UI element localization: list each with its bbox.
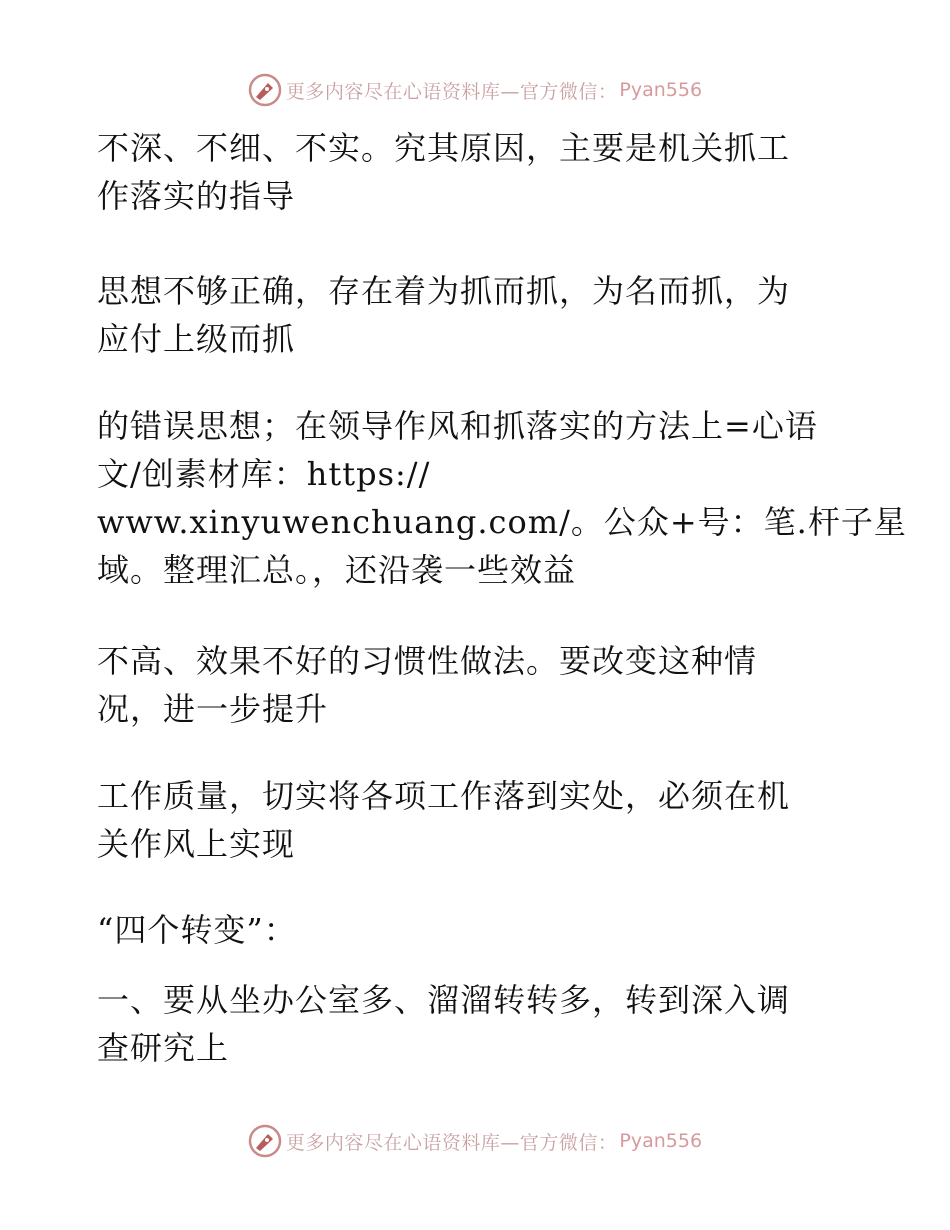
paragraph bbox=[97, 267, 790, 363]
text-line: 不深、不细、不实。究其原因，主要是机关抓工 bbox=[97, 129, 791, 167]
text-line: 一、要从坐办公室多、溜溜转转多，转到深入调 bbox=[97, 981, 791, 1019]
header-watermark-id: Pyan556 bbox=[619, 79, 703, 101]
paragraph bbox=[97, 772, 790, 868]
text-line: 应付上级而抓 bbox=[97, 320, 296, 358]
text-line: 况，进一步提升 bbox=[97, 690, 329, 728]
header-watermark-text: 更多内容尽在心语资料库—官方微信： bbox=[285, 80, 618, 103]
text-line: 不高、效果不好的习惯性做法。要改变这种情 bbox=[97, 642, 758, 680]
text-line: 关作风上实现 bbox=[97, 825, 296, 863]
text-line: 作落实的指导 bbox=[97, 177, 296, 215]
text-line: “四个转变”： bbox=[97, 911, 297, 949]
footer-watermark bbox=[0, 1121, 950, 1161]
pen-nib-logo-icon bbox=[248, 73, 282, 107]
footer-watermark-id: Pyan556 bbox=[619, 1130, 703, 1152]
text-line: 的错误思想；在领导作风和抓落实的方法上=心语 bbox=[97, 407, 818, 445]
paragraph bbox=[97, 402, 907, 594]
text-line: 工作质量，切实将各项工作落到实处，必须在机 bbox=[97, 777, 791, 815]
paragraph bbox=[97, 906, 297, 954]
text-line: 思想不够正确，存在着为抓而抓，为名而抓，为 bbox=[97, 272, 791, 310]
text-line: 查研究上 bbox=[97, 1029, 230, 1067]
text-line: 域。整理汇总。，还沿袭一些效益 bbox=[97, 551, 577, 589]
pen-nib-logo-icon bbox=[248, 1124, 282, 1158]
paragraph bbox=[97, 124, 790, 220]
paragraph bbox=[97, 637, 757, 733]
header-watermark bbox=[0, 70, 950, 110]
footer-watermark-text: 更多内容尽在心语资料库—官方微信： bbox=[285, 1131, 618, 1154]
text-line: www.xinyuwenchuang.com/。公众+号：笔.杆子星 bbox=[97, 503, 907, 541]
text-line: 文/创素材库：https:// bbox=[97, 455, 431, 493]
paragraph bbox=[97, 976, 790, 1072]
